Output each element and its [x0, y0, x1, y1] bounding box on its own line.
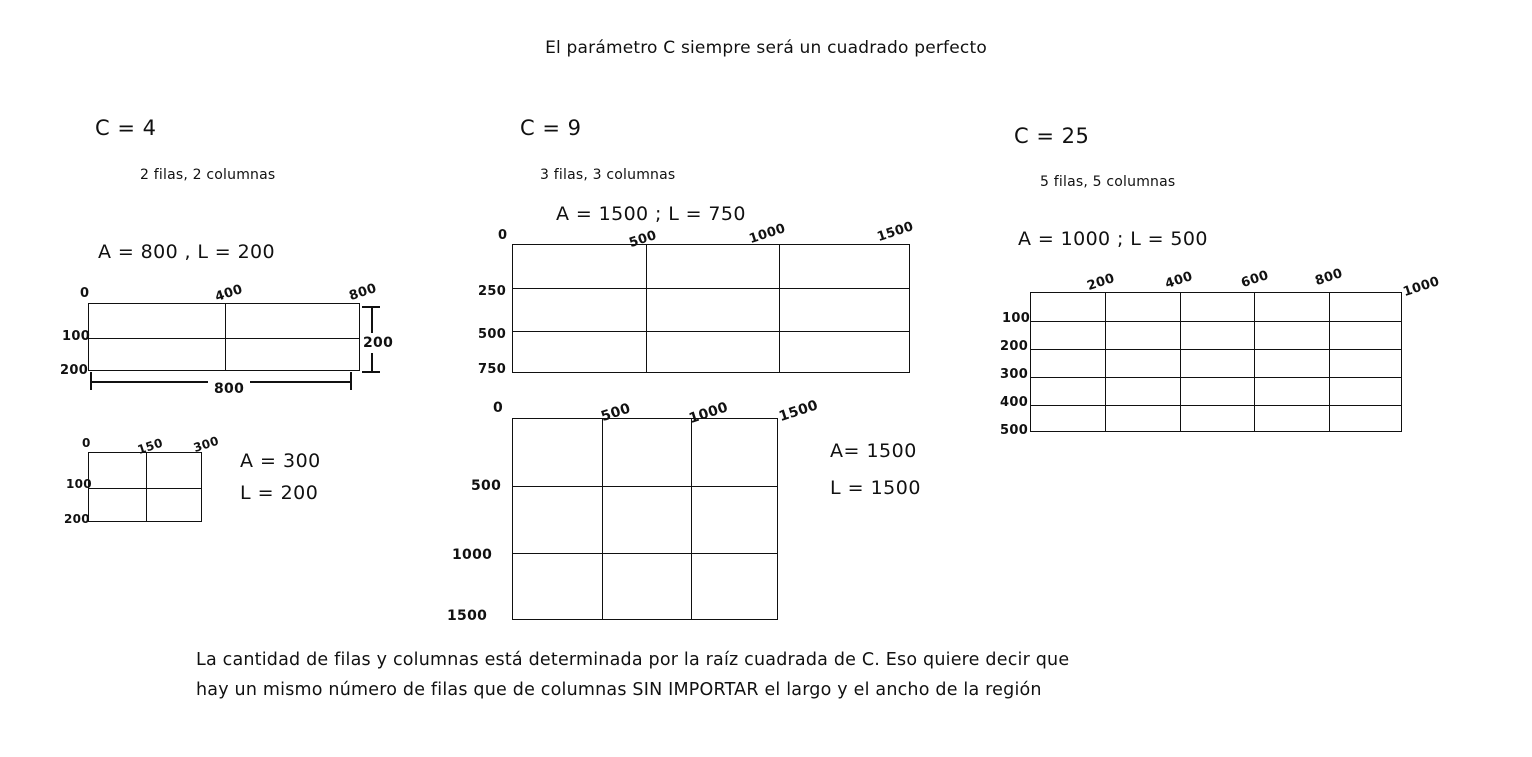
- tick-y: 750: [478, 362, 507, 377]
- tick-x: 0: [493, 400, 504, 416]
- area-label-c4-secondary: A = 300: [240, 450, 321, 472]
- grid-c9-secondary: [512, 418, 778, 620]
- grid-line-vertical: [779, 245, 780, 372]
- tick-y: 500: [471, 478, 502, 494]
- height-measure-cap-bottom: [362, 371, 380, 373]
- case-subtitle-c25: 5 filas, 5 columnas: [1040, 174, 1176, 190]
- grid-line-vertical: [1329, 293, 1330, 431]
- tick-x: 500: [599, 400, 633, 425]
- tick-y: 500: [1000, 423, 1029, 438]
- tick-x: 0: [498, 228, 508, 243]
- width-measure-cap-left: [90, 372, 92, 390]
- grid-line-vertical: [646, 245, 647, 372]
- grid-line-horizontal: [513, 331, 909, 332]
- tick-x: 1000: [687, 399, 731, 427]
- grid-line-vertical: [1180, 293, 1181, 431]
- tick-x: 500: [627, 228, 659, 251]
- case-dims-c25: A = 1000 ; L = 500: [1018, 228, 1208, 250]
- case-dims-c9: A = 1500 ; L = 750: [556, 203, 746, 225]
- grid-line-horizontal: [1031, 349, 1401, 350]
- case-title-c9: C = 9: [520, 116, 582, 140]
- tick-x: 800: [347, 281, 379, 304]
- grid-line-horizontal: [89, 488, 201, 489]
- grid-line-vertical: [225, 304, 226, 370]
- case-subtitle-c9: 3 filas, 3 columnas: [540, 167, 676, 183]
- tick-x: 400: [1163, 269, 1195, 292]
- tick-x: 800: [1313, 266, 1345, 289]
- tick-y: 500: [478, 327, 507, 342]
- grid-line-horizontal: [513, 288, 909, 289]
- tick-x: 1500: [875, 219, 916, 245]
- grid-c9-primary: [512, 244, 910, 373]
- tick-y: 200: [1000, 339, 1029, 354]
- case-subtitle-c4: 2 filas, 2 columnas: [140, 167, 276, 183]
- tick-y: 400: [1000, 395, 1029, 410]
- tick-x: 1000: [1401, 274, 1442, 300]
- bottom-caption: [196, 645, 1376, 705]
- page-title: El parámetro C siempre será un cuadrado perfecto: [545, 38, 987, 58]
- case-title-c25: C = 25: [1014, 124, 1090, 148]
- length-label-c9-secondary: L = 1500: [830, 477, 921, 499]
- tick-x: 400: [213, 282, 245, 305]
- tick-x: 150: [135, 435, 165, 457]
- case-dims-c4: A = 800 , L = 200: [98, 241, 276, 263]
- grid-line-horizontal: [89, 338, 359, 339]
- tick-x: 200: [1085, 271, 1117, 294]
- width-measure-label: 800: [208, 381, 250, 397]
- tick-x: 0: [80, 286, 90, 301]
- tick-y: 100: [1002, 311, 1031, 326]
- grid-c25-primary: [1030, 292, 1402, 432]
- grid-line-horizontal: [1031, 321, 1401, 322]
- tick-y: 1000: [452, 547, 493, 563]
- case-title-c4: C = 4: [95, 116, 157, 140]
- tick-x: 300: [191, 433, 221, 455]
- tick-x: 600: [1239, 268, 1271, 291]
- tick-x: 0: [82, 436, 91, 450]
- grid-line-horizontal: [1031, 377, 1401, 378]
- grid-line-horizontal: [1031, 405, 1401, 406]
- height-measure-cap-top: [362, 306, 380, 308]
- grid-line-vertical: [1105, 293, 1106, 431]
- grid-line-horizontal: [513, 553, 777, 554]
- tick-y: 200: [60, 363, 89, 378]
- tick-y: 1500: [447, 608, 488, 624]
- tick-x: 1000: [747, 221, 788, 247]
- grid-c4-secondary: [88, 452, 202, 522]
- area-label-c9-secondary: A= 1500: [830, 440, 917, 462]
- grid-line-vertical: [602, 419, 603, 619]
- tick-y: 250: [478, 284, 507, 299]
- tick-y: 200: [64, 512, 90, 526]
- width-measure-cap-right: [350, 372, 352, 390]
- caption-line-1: La cantidad de filas y columnas está determinada por la raíz cuadrada de C. Eso quiere decir que: [196, 650, 1070, 670]
- grid-line-vertical: [146, 453, 147, 521]
- tick-y: 300: [1000, 367, 1029, 382]
- grid-c4-primary: [88, 303, 360, 371]
- height-measure-label: 200: [360, 333, 396, 353]
- grid-line-vertical: [691, 419, 692, 619]
- tick-y: 100: [62, 329, 91, 344]
- caption-line-2: hay un mismo número de filas que de columnas SIN IMPORTAR el largo y el ancho de la región: [196, 680, 1042, 700]
- tick-x: 1500: [777, 397, 821, 425]
- tick-y: 100: [66, 477, 92, 491]
- length-label-c4-secondary: L = 200: [240, 482, 319, 504]
- grid-line-vertical: [1254, 293, 1255, 431]
- grid-line-horizontal: [513, 486, 777, 487]
